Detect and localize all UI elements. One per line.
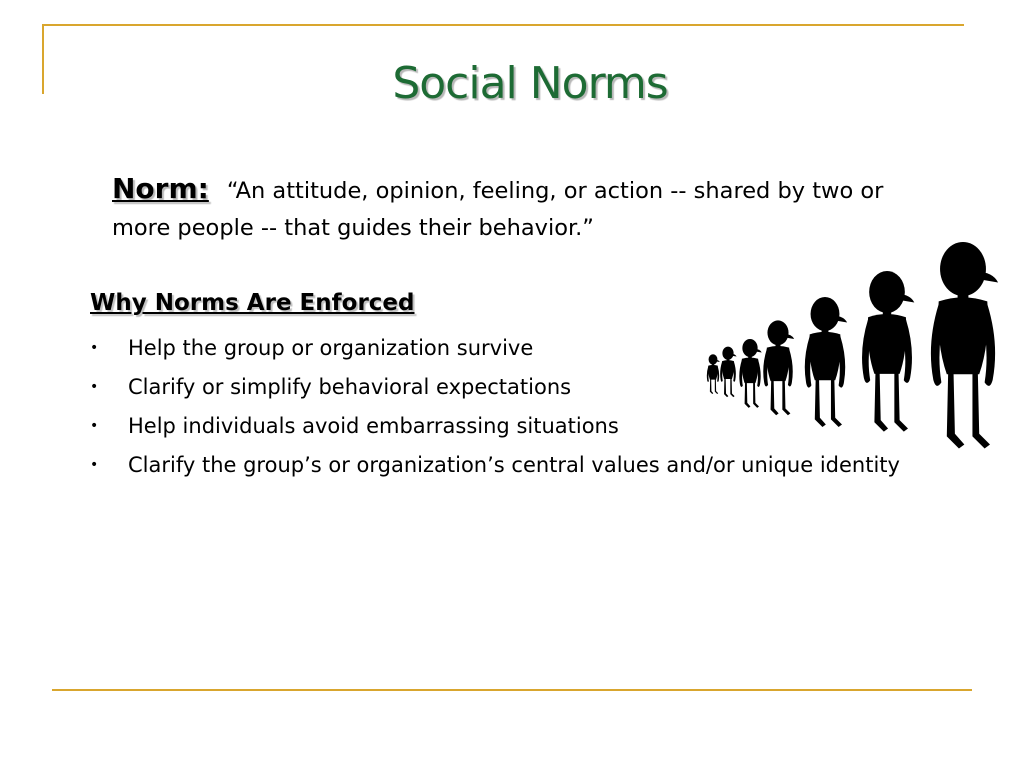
section-heading: Why Norms Are Enforced bbox=[90, 290, 415, 316]
bullet-text: Help individuals avoid embarrassing situations bbox=[128, 414, 619, 438]
people-silhouettes-illustration bbox=[700, 225, 1020, 510]
bullet-icon: • bbox=[90, 340, 99, 356]
bullet-text: Clarify or simplify behavioral expectations bbox=[128, 375, 572, 399]
bullet-text: Help the group or organization survive bbox=[128, 336, 534, 360]
person-icon bbox=[763, 320, 794, 415]
bullet-icon: • bbox=[90, 418, 99, 434]
frame-top-line bbox=[42, 24, 964, 26]
definition-term: Norm: bbox=[112, 172, 209, 205]
person-icon bbox=[739, 339, 761, 408]
frame-bottom-line bbox=[52, 689, 972, 691]
person-icon bbox=[707, 354, 720, 394]
bullet-text: Clarify the group’s or organization’s central values and/or unique identity bbox=[128, 453, 900, 477]
person-icon bbox=[805, 297, 847, 427]
person-icon bbox=[720, 347, 736, 397]
person-icon bbox=[862, 271, 914, 432]
bullet-icon: • bbox=[90, 379, 99, 395]
definition-text: “An attitude, opinion, feeling, or action -- shared by two or more people -- that guides their behavior.” bbox=[112, 178, 884, 241]
person-icon bbox=[931, 242, 998, 449]
slide-title: Social Norms bbox=[392, 58, 668, 109]
bullet-icon: • bbox=[90, 457, 99, 473]
